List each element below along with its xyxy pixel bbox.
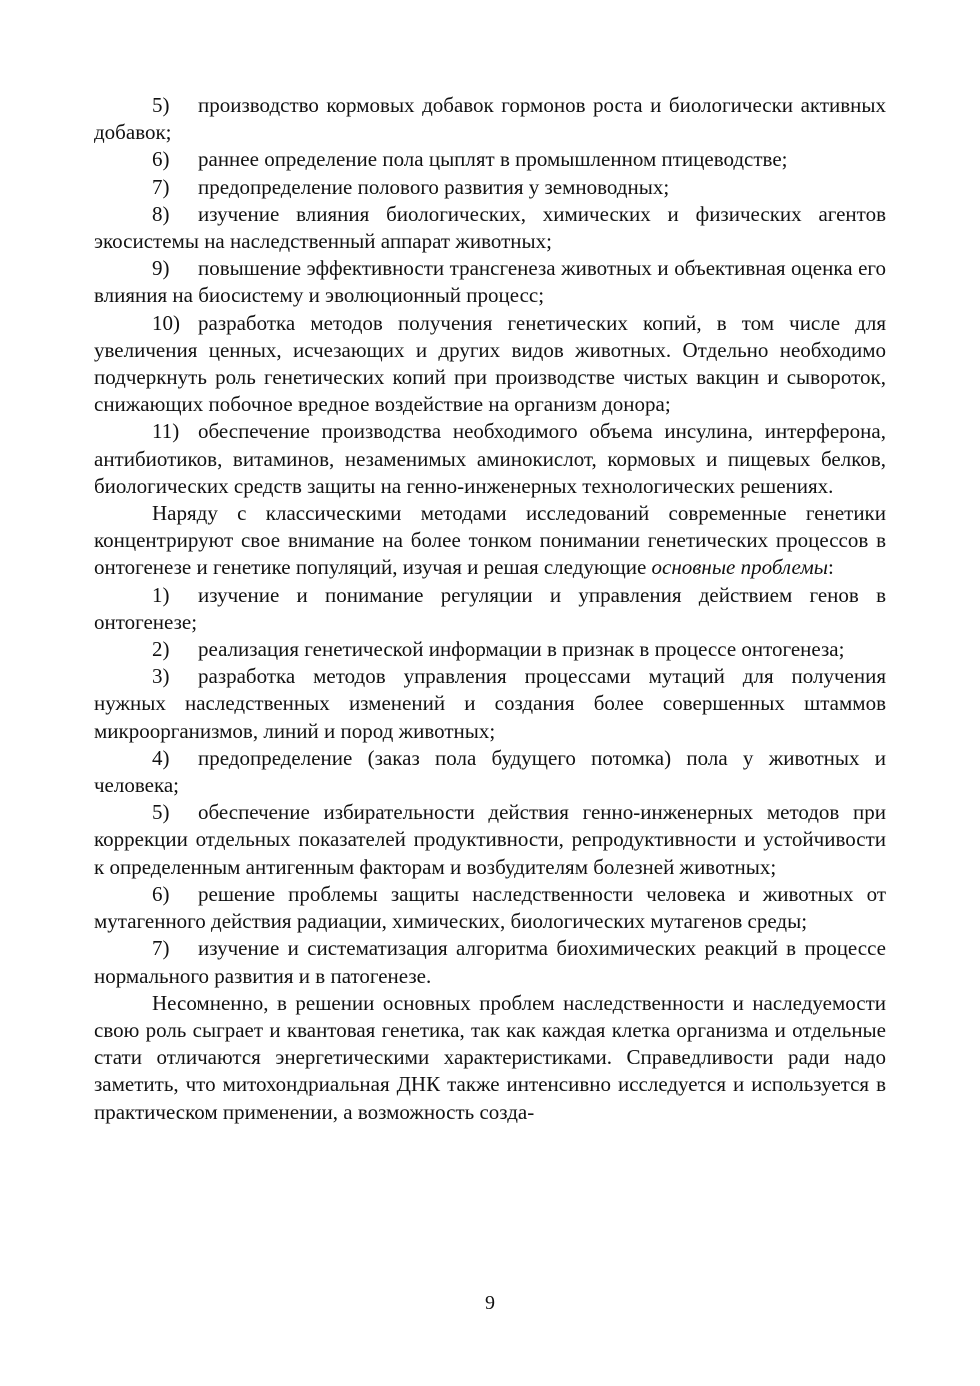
list-item-text: раннее определение пола цыплят в промышленном птицеводстве; (198, 147, 788, 172)
page-body (94, 92, 886, 1126)
list-item (94, 146, 886, 173)
list-item-number: 6) (152, 881, 170, 906)
list-item (94, 881, 886, 935)
closing-paragraph: Несомненно, в решении основных проблем наследственности и наследуемости свою роль сыграет и квантовая генетика, так как каждая клетка организма и отдельные стати отличаются энергетическими характеристиками. Справедливости ради надо заметить, что митохондриальная ДНК также интенсивно исследуется и используется в практическом применении, а возможность созда- (94, 990, 886, 1124)
list-item-text: производство кормовых добавок гормонов роста и биологически активных добавок; (94, 93, 886, 145)
intro-suffix: : (827, 555, 834, 580)
list-item-number: 9) (152, 256, 170, 281)
list-item-number: 7) (152, 936, 170, 961)
list-item (94, 745, 886, 799)
list-item-number: 11) (152, 419, 180, 444)
list-item-text: разработка методов управления процессами мутаций для получения нужных наследственных изменений и создания более совершенных штаммов микроорганизмов, линий и пород животных; (94, 664, 886, 743)
list-item-text: изучение и понимание регуляции и управления действием генов в онтогенезе; (94, 582, 886, 634)
list-item-number: 3) (152, 664, 170, 689)
list-item-text: изучение и систематизация алгоритма биохимических реакций в процессе нормального развития и в патогенезе. (94, 936, 886, 988)
list-item-text: обеспечение избирательности действия генно-инженерных методов при коррекции отдельных показателей продуктивности, репродуктивности и устойчивости к определенным антигенным факторам и возбудителям болезней животных; (94, 800, 886, 879)
list-item (94, 636, 886, 663)
list-item-number: 4) (152, 745, 170, 770)
list-item (94, 255, 886, 309)
list-item (94, 418, 886, 500)
list-item (94, 582, 886, 636)
list-item-number: 6) (152, 147, 170, 172)
list-item-number: 2) (152, 637, 170, 662)
list-item-number: 7) (152, 174, 170, 199)
list-item-number: 8) (152, 201, 170, 226)
list-item-number: 1) (152, 582, 170, 607)
list-item (94, 935, 886, 989)
intro-paragraph (94, 500, 886, 582)
list-item (94, 663, 886, 745)
list-item-text: разработка методов получения генетических копий, в том числе для увеличения ценных, исчезающих и других видов животных. Отдельно необходимо подчеркнуть роль генетических копий при производстве чистых вакцин и сывороток, снижающих побочное вредное воздействие на организм донора; (94, 310, 886, 417)
list-item-number: 10) (152, 310, 180, 335)
intro-emphasis: основные проблемы (651, 555, 828, 580)
list-item-text: реализация генетической информации в признак в процессе онтогенеза; (198, 637, 845, 662)
list-item-number: 5) (152, 93, 170, 117)
list-item-number: 5) (152, 800, 170, 825)
list-item-text: изучение влияния биологических, химических и физических агентов экосистемы на наследственный аппарат животных; (94, 201, 886, 254)
list-item-text: обеспечение производства необходимого объема инсулина, интерферона, антибиотиков, витаминов, незаменимых аминокислот, кормовых и пищевых белков, биологических средств защиты на генно-инженерных технологических решениях. (94, 419, 886, 498)
list-item-text: решение проблемы защиты наследственности человека и животных от мутагенного действия радиации, химических, биологических мутагенов среды; (94, 881, 886, 934)
list-item (94, 201, 886, 255)
list-item (94, 310, 886, 419)
intro-text: Наряду с классическими методами исследований современные генетики концентрируют свое внимание на более тонком понимании генетических процессов в онтогенезе и генетике популяций, изучая и решая следующие (94, 501, 886, 580)
list-item (94, 799, 886, 881)
list-item-text: предопределение полового развития у земноводных; (198, 174, 670, 199)
list-item-text: повышение эффективности трансгенеза животных и объективная оценка его влияния на биосистему и эволюционный процесс; (94, 256, 886, 308)
page-number: 9 (485, 1292, 495, 1314)
list-item (94, 92, 886, 146)
list-item (94, 174, 886, 201)
list-item-text: предопределение (заказ пола будущего потомка) пола у животных и человека; (94, 745, 886, 798)
